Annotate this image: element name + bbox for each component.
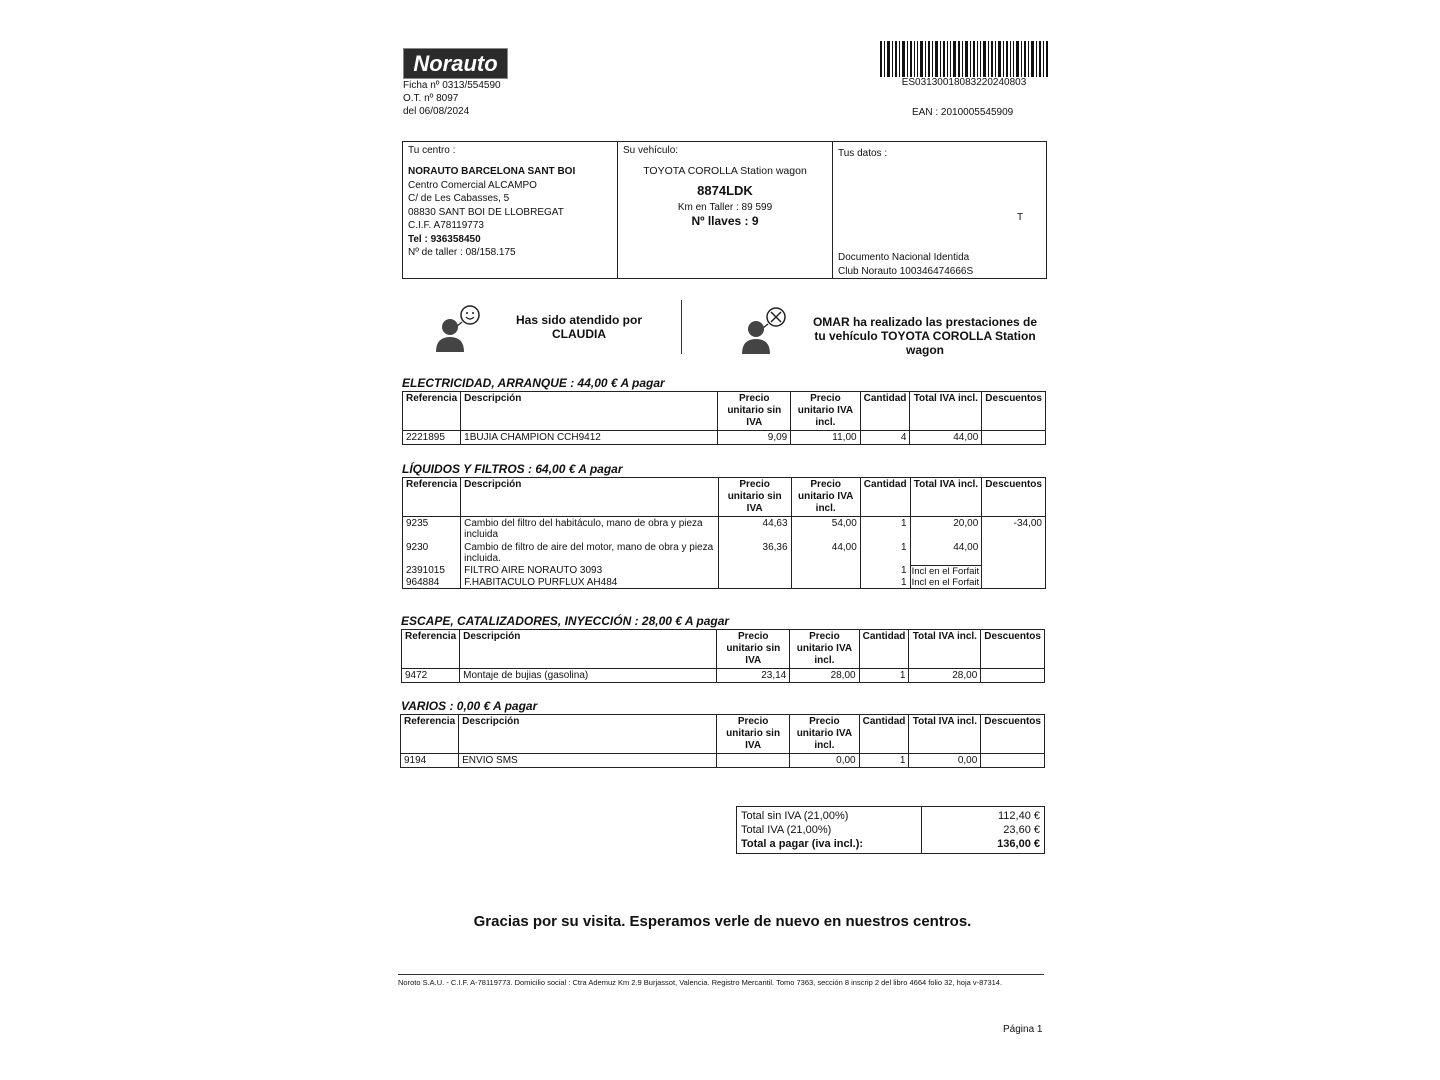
header-dto: Descuentos: [982, 392, 1046, 431]
header-desc: Descripción: [461, 478, 719, 517]
attended-by-text: Has sido atendido por CLAUDIA: [515, 313, 642, 341]
info-box: [402, 141, 1047, 279]
table-header-row: [402, 630, 1045, 669]
cell-desc: F.HABITACULO PURFLUX AH484: [461, 577, 719, 589]
cell-piva: [791, 565, 860, 577]
cell-desc: Montaje de bujias (gasolina): [460, 669, 717, 683]
header-cant: Cantidad: [859, 630, 909, 669]
norauto-logo: Norauto: [403, 48, 508, 79]
header-piva: Precio unitario IVA incl.: [790, 630, 859, 669]
cell-cant: 1: [859, 754, 909, 768]
header-cant: Cantidad: [860, 478, 910, 517]
cell-cant: 1: [860, 541, 910, 565]
cell-cant: 1: [860, 517, 910, 542]
centro-line2: C/ de Les Cabasses, 5: [408, 193, 510, 204]
header-desc: Descripción: [459, 715, 717, 754]
header-dto: Descuentos: [981, 715, 1045, 754]
total-sin-iva-value: 112,40 €: [997, 810, 1040, 822]
cell-ref: 9472: [402, 669, 460, 683]
header-cant: Cantidad: [859, 715, 909, 754]
table-row: [403, 517, 1046, 542]
ean-code: EAN : 2010005545909: [912, 107, 1014, 118]
datos-mark: T: [1017, 212, 1024, 223]
cell-dto: [982, 565, 1046, 577]
header-dto: Descuentos: [981, 630, 1045, 669]
total-iva-label: Total IVA (21,00%): [741, 824, 832, 836]
total-pagar-value: 136,00 €: [997, 838, 1040, 850]
mechanic-text: OMAR ha realizado las prestaciones de tu vehículo TOYOTA COROLLA Station wagon: [812, 315, 1038, 357]
page-number: Página 1: [1003, 1024, 1043, 1035]
table-header-row: [403, 392, 1046, 431]
header-punit: Precio unitario sin IVA: [717, 715, 790, 754]
cell-ref: 9230: [403, 541, 461, 565]
legal-footer: Noroto S.A.U. - C.I.F. A-78119773. Domicilio social : Ctra Ademuz Km 2.9 Burjassot, Valencia. Registro Mercantil. Tomo 7363, sección 8 inscrip 2 del libro 4664 folio 32, hoja v-87314.: [398, 978, 1003, 987]
header-total: Total IVA incl.: [909, 715, 981, 754]
table-row: [402, 669, 1045, 683]
header-ref: Referencia: [402, 630, 460, 669]
barcode-icon: [880, 41, 1048, 77]
cell-desc: Cambio del filtro del habitáculo, mano de obra y pieza incluida: [461, 517, 719, 542]
table-escape: [401, 629, 1045, 683]
centro-title: Tu centro :: [408, 145, 456, 156]
section-title-liquidos: LÍQUIDOS Y FILTROS : 64,00 € A pagar: [402, 462, 623, 476]
cell-ref: 9194: [401, 754, 459, 768]
datos-column: [833, 142, 1048, 278]
header-info: [403, 79, 501, 118]
cell-piva: 0,00: [790, 754, 859, 768]
ot-number: O.T. nº 8097: [403, 93, 459, 104]
section-title-varios: VARIOS : 0,00 € A pagar: [401, 699, 538, 713]
cell-piva: 54,00: [791, 517, 860, 542]
header-cant: Cantidad: [860, 392, 910, 431]
total-pagar-label: Total a pagar (iva incl.):: [741, 838, 864, 850]
cell-punit: 23,14: [717, 669, 790, 683]
cell-cant: 4: [860, 431, 910, 445]
centro-cif: C.I.F. A78119773: [408, 220, 484, 231]
cell-piva: [791, 577, 860, 589]
centro-tel: Tel : 936358450: [408, 233, 481, 245]
cell-desc: ENVIO SMS: [459, 754, 717, 768]
header-total: Total IVA incl.: [910, 478, 982, 517]
table-electricidad: [402, 391, 1046, 445]
cell-piva: 11,00: [791, 431, 860, 445]
header-desc: Descripción: [461, 392, 718, 431]
cell-ref: 964884: [403, 577, 461, 589]
cell-total: Incl en el Forfait: [910, 577, 982, 589]
header-punit: Precio unitario sin IVA: [718, 478, 791, 517]
cell-total: Incl en el Forfait: [910, 565, 982, 577]
header-punit: Precio unitario sin IVA: [718, 392, 791, 431]
datos-title: Tus datos :: [838, 148, 888, 159]
vehiculo-column: [618, 142, 833, 278]
table-header-row: [403, 478, 1046, 517]
cell-desc: 1BUJIA CHAMPION CCH9412: [461, 431, 718, 445]
totals-separator: [921, 807, 922, 853]
cell-piva: 28,00: [790, 669, 859, 683]
table-row: [401, 754, 1045, 768]
centro-line3: 08830 SANT BOI DE LLOBREGAT: [408, 206, 564, 218]
vehiculo-title: Su vehículo:: [623, 145, 679, 156]
cell-dto: [981, 669, 1045, 683]
header-ref: Referencia: [403, 392, 461, 431]
datos-club: Club Norauto 100346474666S: [838, 265, 974, 277]
cell-cant: 1: [859, 669, 909, 683]
centro-column: [403, 142, 618, 278]
barcode-number: ES03130018083220240803: [901, 77, 1027, 88]
cell-total: 44,00: [910, 541, 982, 565]
vehicle-keys: Nº llaves : 9: [691, 214, 759, 228]
vehicle-km: Km en Taller : 89 599: [677, 202, 773, 213]
header-punit: Precio unitario sin IVA: [717, 630, 790, 669]
thanks-message: Gracias por su visita. Esperamos verle de nuevo en nuestros centros.: [473, 913, 972, 930]
advisor-person-icon: [432, 304, 484, 354]
section-title-electricidad: ELECTRICIDAD, ARRANQUE : 44,00 € A pagar: [402, 376, 665, 390]
header-total: Total IVA incl.: [910, 392, 982, 431]
ficha-number: Ficha nº 0313/554590: [403, 80, 501, 91]
footer-divider: [398, 974, 1044, 975]
cell-total: 44,00: [910, 431, 982, 445]
cell-punit: [718, 565, 791, 577]
total-sin-iva-label: Total sin IVA (21,00%): [741, 810, 849, 822]
cell-ref: 9235: [403, 517, 461, 542]
cell-dto: [982, 541, 1046, 565]
cell-cant: 1: [860, 565, 910, 577]
attended-divider: [681, 300, 682, 354]
header-piva: Precio unitario IVA incl.: [791, 392, 860, 431]
centro-line1: Centro Comercial ALCAMPO: [408, 179, 537, 191]
cell-dto: [982, 577, 1046, 589]
cell-desc: Cambio de filtro de aire del motor, mano de obra y pieza incluida.: [461, 541, 719, 565]
cell-cant: 1: [860, 577, 910, 589]
cell-punit: [717, 754, 790, 768]
header-piva: Precio unitario IVA incl.: [790, 715, 859, 754]
section-title-escape: ESCAPE, CATALIZADORES, INYECCIÓN : 28,00 € A pagar: [401, 614, 730, 628]
table-liquidos: [402, 477, 1046, 589]
cell-punit: 36,36: [718, 541, 791, 565]
license-plate: 8874LDK: [697, 183, 753, 198]
table-varios: [400, 714, 1045, 768]
cell-piva: 44,00: [791, 541, 860, 565]
vehicle-model: TOYOTA COROLLA Station wagon: [643, 165, 807, 177]
mechanic-person-icon: [738, 306, 790, 356]
centro-taller: Nº de taller : 08/158.175: [408, 247, 516, 258]
header-dto: Descuentos: [982, 478, 1046, 517]
cell-ref: 2391015: [403, 565, 461, 577]
table-row: [403, 541, 1046, 565]
table-row: [403, 577, 1046, 589]
datos-dni: Documento Nacional Identida: [838, 252, 970, 263]
header-ref: Referencia: [403, 478, 461, 517]
cell-dto: [981, 754, 1045, 768]
cell-dto: [982, 431, 1046, 445]
cell-total: 0,00: [909, 754, 981, 768]
header-desc: Descripción: [460, 630, 717, 669]
cell-dto: -34,00: [982, 517, 1046, 542]
header-ref: Referencia: [401, 715, 459, 754]
header-piva: Precio unitario IVA incl.: [791, 478, 860, 517]
table-header-row: [401, 715, 1045, 754]
total-iva-value: 23,60 €: [1003, 824, 1040, 836]
cell-desc: FILTRO AIRE NORAUTO 3093: [461, 565, 719, 577]
header-total: Total IVA incl.: [909, 630, 981, 669]
cell-ref: 2221895: [403, 431, 461, 445]
table-row: [403, 431, 1046, 445]
totals-box: [736, 806, 1045, 854]
centro-name: NORAUTO BARCELONA SANT BOI: [408, 166, 576, 177]
invoice-date: del 06/08/2024: [403, 106, 470, 117]
cell-punit: [718, 577, 791, 589]
cell-punit: 44,63: [718, 517, 791, 542]
cell-total: 20,00: [910, 517, 982, 542]
cell-total: 28,00: [909, 669, 981, 683]
cell-punit: 9,09: [718, 431, 791, 445]
table-row: [403, 565, 1046, 577]
